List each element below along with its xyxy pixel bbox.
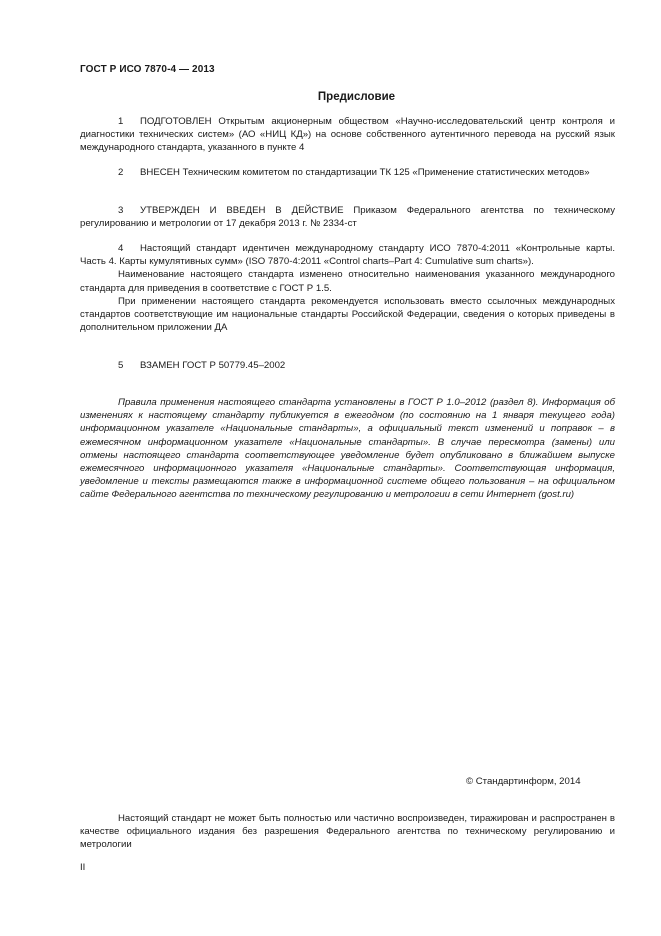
item-2-text: ВНЕСЕН Техническим комитетом по стандартизации ТК 125 «Применение статистических методов» — [140, 167, 590, 178]
item-4-number: 4 — [118, 243, 124, 254]
item-3 — [80, 204, 615, 230]
item-2 — [80, 166, 615, 179]
reproduction-notice-text: Настоящий стандарт не может быть полностью или частично воспроизведен, тиражирован и распространен в качестве официального издания без разрешения Федерального агентства по техническому регулированию и метрологии — [80, 813, 615, 851]
copyright: © Стандартинформ, 2014 — [466, 776, 581, 787]
item-3-number: 3 — [118, 205, 124, 216]
rules-note — [80, 396, 615, 502]
item-4-references-note: При применении настоящего стандарта рекомендуется использовать вместо ссылочных международных стандартов соответствующие им национальные стандарты Российской Федерации, сведения о которых приведены в дополнительном приложении ДА — [80, 295, 615, 334]
item-4 — [80, 242, 615, 334]
rules-note-text: Правила применения настоящего стандарта установлены в ГОСТ Р 1.0–2012 (раздел 8). Информация об изменениях к настоящему стандарту публикуется в ежегодном (по состоянию на 1 января текущего года) информационном указателе «Национальные стандарты», а официальный текст изменений и поправок – в ежемесячном информационном указателе «Национальные стандарты». В случае пересмотра (замены) или отмены настоящего стандарта соответствующее уведомление будет опубликовано в ближайшем выпуске ежемесячного информационного указателя «Национальные стандарты». Соответствующая информация, уведомление и тексты размещаются также в информационной системе общего пользования – на официальном сайте Федерального агентства по техническому регулированию и метрологии в сети Интернет (gost.ru) — [80, 397, 615, 501]
item-1-text: ПОДГОТОВЛЕН Открытым акционерным обществом «Научно-исследовательский центр контроля и диагностики технических систем» (АО «НИЦ КД») на основе собственного аутентичного перевода на русский язык международного стандарта, указанного в пункте 4 — [80, 116, 615, 154]
section-title: Предисловие — [317, 91, 396, 103]
item-3-text: УТВЕРЖДЕН И ВВЕДЕН В ДЕЙСТВИЕ Приказом Федерального агентства по техническому регулированию и метрологии от 17 декабря 2013 г. № 2334-ст — [80, 205, 615, 230]
item-5-text: ВЗАМЕН ГОСТ Р 50779.45–2002 — [140, 360, 286, 371]
item-4-name-change-note: Наименование настоящего стандарта изменено относительно наименования указанного международного стандарта для приведения в соответствие с ГОСТ Р 1.5. — [80, 269, 615, 294]
item-1 — [80, 115, 615, 155]
item-1-number: 1 — [118, 116, 124, 127]
item-4-text: Настоящий стандарт идентичен международному стандарту ИСО 7870-4:2011 «Контрольные карты. Часть 4. Карты кумулятивных сумм» (ISO 7870-4:2011 «Control charts–Part 4: Cumulative sum charts»). — [80, 243, 615, 268]
item-5 — [80, 359, 615, 372]
item-5-number: 5 — [118, 360, 124, 371]
item-2-number: 2 — [118, 167, 124, 178]
reproduction-notice — [80, 812, 615, 852]
page-number: II — [80, 862, 86, 873]
document-code-header: ГОСТ Р ИСО 7870-4 — 2013 — [80, 64, 215, 75]
